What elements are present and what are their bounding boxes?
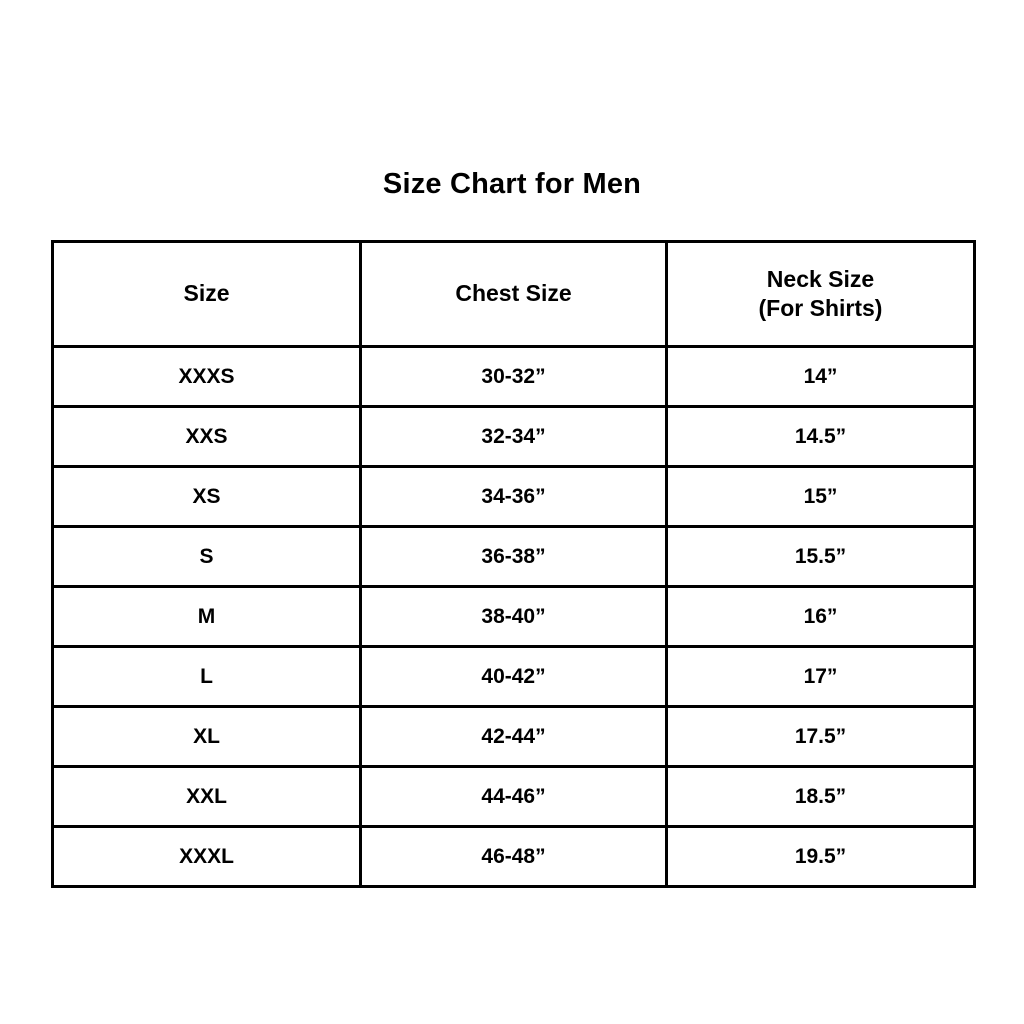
cell-chest: 30-32” [361,347,667,407]
cell-neck: 17” [667,647,975,707]
cell-chest: 44-46” [361,767,667,827]
cell-chest: 32-34” [361,407,667,467]
column-header-chest-size-label: Chest Size [455,280,572,307]
cell-size: XXS [53,407,361,467]
page-title: Size Chart for Men [382,168,642,200]
table-row [53,767,975,827]
size-chart-table-container [51,240,973,888]
table-row [53,707,975,767]
cell-size: XL [53,707,361,767]
table-row [53,467,975,527]
cell-neck: 19.5” [667,827,975,887]
column-header-size [53,242,361,347]
cell-size: XXXL [53,827,361,887]
cell-size: M [53,587,361,647]
cell-size: XXL [53,767,361,827]
table-header-row [53,242,975,347]
cell-chest: 38-40” [361,587,667,647]
cell-neck: 15.5” [667,527,975,587]
table-row [53,647,975,707]
cell-chest: 34-36” [361,467,667,527]
column-header-neck-size [667,242,975,347]
table-header [53,242,975,347]
cell-size: S [53,527,361,587]
table-body [53,347,975,887]
cell-chest: 36-38” [361,527,667,587]
cell-neck: 15” [667,467,975,527]
cell-neck: 18.5” [667,767,975,827]
column-header-neck-size-label: Neck Size [766,265,875,292]
cell-neck: 14” [667,347,975,407]
cell-size: XS [53,467,361,527]
cell-neck: 14.5” [667,407,975,467]
column-header-neck-size-sublabel: (For Shirts) [758,295,883,321]
table-row [53,827,975,887]
cell-chest: 46-48” [361,827,667,887]
cell-neck: 17.5” [667,707,975,767]
column-header-chest-size [361,242,667,347]
table-row [53,347,975,407]
cell-chest: 42-44” [361,707,667,767]
cell-neck: 16” [667,587,975,647]
cell-chest: 40-42” [361,647,667,707]
table-row [53,527,975,587]
cell-size: L [53,647,361,707]
cell-size: XXXS [53,347,361,407]
size-chart-table [51,240,976,888]
table-row [53,587,975,647]
table-row [53,407,975,467]
column-header-size-label: Size [183,280,230,307]
